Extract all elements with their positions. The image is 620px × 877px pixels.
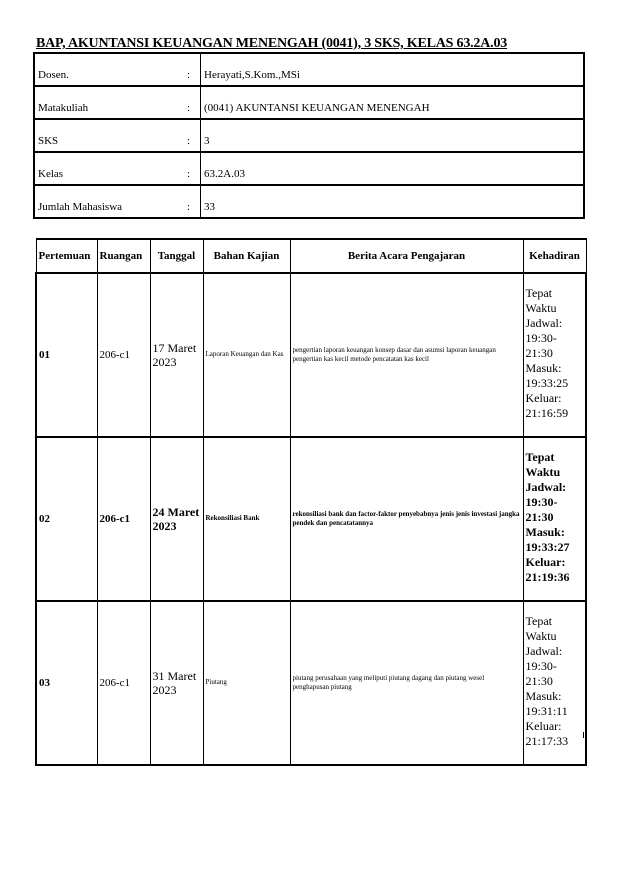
kehadiran-line: 21:30 [525,674,553,688]
cell-kehadiran [523,437,586,601]
kehadiran-line: Tepat [525,286,552,300]
info-value: 33 [201,185,585,218]
cell-pertemuan: 02 [36,437,97,601]
cell-pertemuan: 01 [36,273,97,437]
header-ruangan: Ruangan [97,239,150,273]
header-pertemuan: Pertemuan [36,239,97,273]
kehadiran-line: Waktu [525,465,561,479]
info-value: 63.2A.03 [201,152,585,185]
table-header-row [36,239,586,273]
info-row-kelas [34,152,584,185]
kehadiran-line: 19:31:11 [525,704,568,718]
kehadiran-line: 19:30- [525,495,558,509]
info-separator: : [184,53,201,86]
kehadiran-line: Jadwal: [525,480,567,494]
kehadiran-line: Waktu [525,301,557,315]
cell-bahan-kajian: Laporan Keuangan dan Kas [203,273,290,437]
kehadiran-line: Keluar: [525,719,562,733]
info-label: Kelas [34,152,184,185]
kehadiran-line: 19:30- [525,659,557,673]
kehadiran-line: 21:17:33 [525,734,569,748]
cell-berita-acara: rekonsiliasi bank dan factor-faktor penyebabnya jenis jenis investasi jangka pendek dan pencatatannya [290,437,523,601]
cell-tanggal: 24 Maret 2023 [150,437,203,601]
kehadiran-line: 19:33:27 [525,540,570,554]
info-label: Dosen. [34,53,184,86]
kehadiran-line: Keluar: [525,555,566,569]
course-info-table [33,52,585,219]
info-separator: : [184,185,201,218]
kehadiran-line: Jadwal: [525,644,563,658]
table-row [36,437,586,601]
info-row-sks [34,119,584,152]
cell-ruangan: 206-c1 [97,437,150,601]
kehadiran-line: Masuk: [525,361,562,375]
cell-kehadiran [523,601,586,765]
document-title: BAP, AKUNTANSI KEUANGAN MENENGAH (0041), 3 SKS, KELAS 63.2A.03 [36,36,508,51]
info-row-jumlah-mahasiswa [34,185,584,218]
kehadiran-line: 21:19:36 [525,570,570,584]
cell-berita-acara: pengertian laporan keuangan konsep dasar dan asumsi laporan keuangan pengertian kas kecil metode pencatatan kas kecil [290,273,523,437]
info-label: Matakuliah [34,86,184,119]
info-separator: : [184,119,201,152]
kehadiran-line: Masuk: [525,525,565,539]
header-berita-acara: Berita Acara Pengajaran [290,239,523,273]
cell-pertemuan: 03 [36,601,97,765]
cell-kehadiran [523,273,586,437]
cell-ruangan: 206-c1 [97,273,150,437]
info-value: 3 [201,119,585,152]
kehadiran-line: 21:16:59 [525,406,569,420]
header-bahan-kajian: Bahan Kajian [203,239,290,273]
info-label: Jumlah Mahasiswa [34,185,184,218]
table-row [36,273,586,437]
info-value: (0041) AKUNTANSI KEUANGAN MENENGAH [201,86,585,119]
table-continuation-line [35,732,36,738]
cell-ruangan: 206-c1 [97,601,150,765]
kehadiran-line: Keluar: [525,391,562,405]
kehadiran-line: Tepat [525,614,552,628]
kehadiran-line: 19:33:25 [525,376,569,390]
info-label: SKS [34,119,184,152]
info-separator: : [184,152,201,185]
kehadiran-line: 21:30 [525,346,553,360]
info-row-matakuliah [34,86,584,119]
table-row [36,601,586,765]
kehadiran-line: 19:30- [525,331,557,345]
kehadiran-line: Masuk: [525,689,562,703]
table-continuation-line [583,732,584,738]
info-value: Herayati,S.Kom.,MSi [201,53,585,86]
kehadiran-line: 21:30 [525,510,554,524]
kehadiran-line: Tepat [525,450,555,464]
cell-tanggal: 31 Maret 2023 [150,601,203,765]
info-separator: : [184,86,201,119]
cell-tanggal: 17 Maret 2023 [150,273,203,437]
cell-bahan-kajian: Piutang [203,601,290,765]
header-tanggal: Tanggal [150,239,203,273]
header-kehadiran: Kehadiran [523,239,586,273]
kehadiran-line: Jadwal: [525,316,563,330]
info-row-dosen [34,53,584,86]
cell-berita-acara: piutang perusahaan yang meliputi piutang dagang dan piutang wesel penghapusan piutang [290,601,523,765]
kehadiran-line: Waktu [525,629,557,643]
attendance-table [35,238,587,766]
cell-bahan-kajian: Rekonsiliasi Bank [203,437,290,601]
